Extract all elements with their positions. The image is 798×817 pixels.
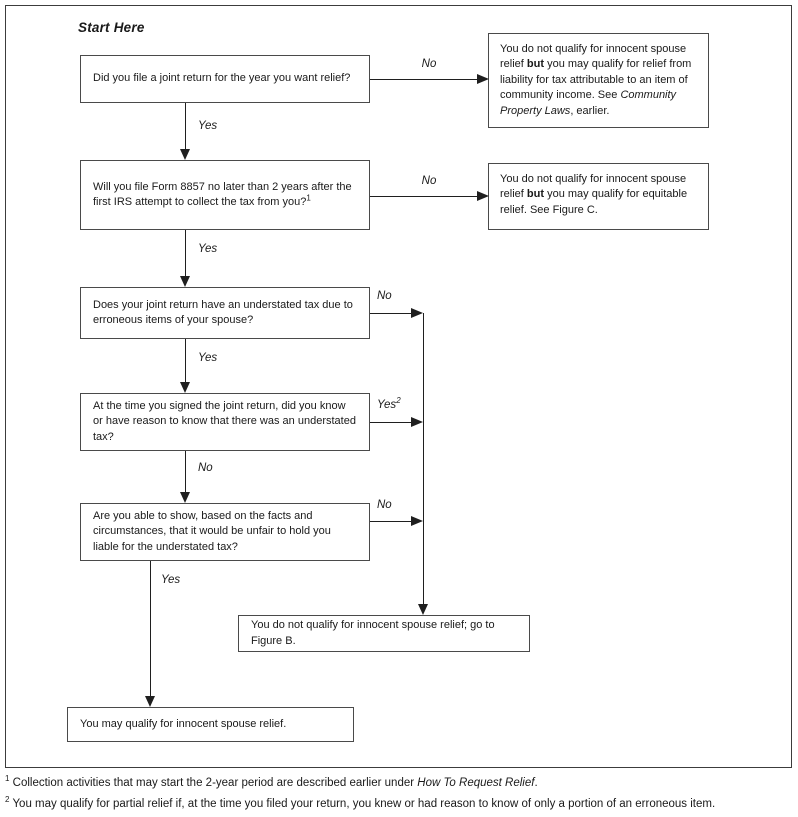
connector-q3-yes-arrowhead-icon [180,382,190,393]
question-box-understated-tax [80,287,370,339]
result-r2-bold-but: but [526,188,545,201]
question-box-reason-to-know [80,393,370,451]
result-equitable-relief-text [500,172,697,218]
question-joint-return-text: Did you file a joint return for the year you want relief? [93,72,351,85]
result-r1-bold-but: but [526,58,545,71]
connector-trunk-arrowhead-icon [418,604,428,615]
footnote-1 [5,776,538,792]
connector-q5-yes-arrowhead-icon [145,696,155,707]
result-r1-part3: , earlier. [570,104,610,117]
connector-trunk-no-line [423,313,424,606]
edge-label-q4-no: No [198,462,213,474]
edge-label-q5-no: No [377,499,392,511]
connector-q2-no-line [370,196,478,197]
result-r1-part1: You do not qualify for innocent spouse relief [500,43,687,71]
connector-q2-yes-line [185,230,186,276]
edge-label-q4-yes-text: Yes [377,399,397,411]
question-form-8857-text [93,180,357,211]
footnote-1-period: . [534,777,538,789]
footnote-ref-2: 2 [396,396,401,406]
connector-q1-no-arrowhead-icon [477,74,489,84]
connector-q5-no-arrowhead-icon [411,516,423,526]
result-box-no-qualify-figure-b [238,615,530,652]
result-may-qualify-text: You may qualify for innocent spouse relief. [80,717,287,730]
connector-q2-no-arrowhead-icon [477,191,489,201]
connector-q1-yes-line [185,103,186,149]
question-reason-to-know-text: At the time you signed the joint return, did you know or have reason to know that there was an understated tax? [93,399,356,443]
question-box-unfair-to-hold [80,503,370,561]
edge-label-q1-no: No [421,58,437,70]
connector-q3-yes-line [185,339,186,382]
question-understated-tax-text: Does your joint return have an understated tax due to erroneous items of your spouse? [93,298,353,326]
edge-label-q3-yes: Yes [198,352,218,364]
result-no-qualify-text: You do not qualify for innocent spouse relief; go to Figure B. [251,619,495,647]
edge-label-q5-yes: Yes [161,574,181,586]
edge-label-q4-yes [377,396,401,411]
question-unfair-to-hold-text: Are you able to show, based on the facts and circumstances, that it would be unfair to hold you liable for the understated tax? [93,509,331,553]
result-box-equitable-relief [488,163,709,230]
connector-q1-yes-arrowhead-icon [180,149,190,160]
footnote-1-number: 1 [5,774,10,784]
connector-q2-yes-arrowhead-icon [180,276,190,287]
connector-q5-no-line [370,521,412,522]
footnote-1-italic-ref: How To Request Relief [417,777,535,789]
footnote-2-number: 2 [5,795,10,805]
footnote-ref-1: 1 [306,193,311,203]
result-r2-part2: you may qualify for equitable relief. See Figure C. [500,188,688,216]
edge-label-q2-no: No [421,175,437,187]
edge-label-q1-yes: Yes [198,120,218,132]
result-community-property-text [500,42,697,119]
connector-q1-no-line [370,79,478,80]
result-box-may-qualify [67,707,354,742]
question-form-8857-text-main: Will you file Form 8857 no later than 2 years after the first IRS attempt to collect the tax from you? [93,180,352,208]
connector-q4-no-arrowhead-icon [180,492,190,503]
connector-q4-yes-line [370,422,412,423]
footnote-2 [5,797,715,813]
connector-q4-yes-arrowhead-icon [411,417,423,427]
chart-title: Start Here [78,20,145,35]
question-box-joint-return [80,55,370,103]
connector-q5-yes-line [150,561,151,696]
connector-q4-no-line [185,451,186,492]
question-box-form-8857-deadline [80,160,370,230]
result-r1-part2: you may qualify for relief from liability for tax attributable to an item of community income. See [500,58,692,102]
result-r1-italic-ref: Community Property Laws [500,89,677,117]
result-r2-part1: You do not qualify for innocent spouse relief [500,173,687,201]
result-box-community-property [488,33,709,128]
footnote-1-text: Collection activities that may start the 2-year period are described earlier under [9,777,418,789]
connector-q3-no-arrowhead-icon [411,308,423,318]
connector-q3-no-line [370,313,412,314]
edge-label-q2-yes: Yes [198,243,218,255]
footnote-2-text: You may qualify for partial relief if, at the time you filed your return, you knew or had reason to know of only a portion of an erroneous item. [9,798,716,810]
edge-label-q3-no: No [377,290,392,302]
